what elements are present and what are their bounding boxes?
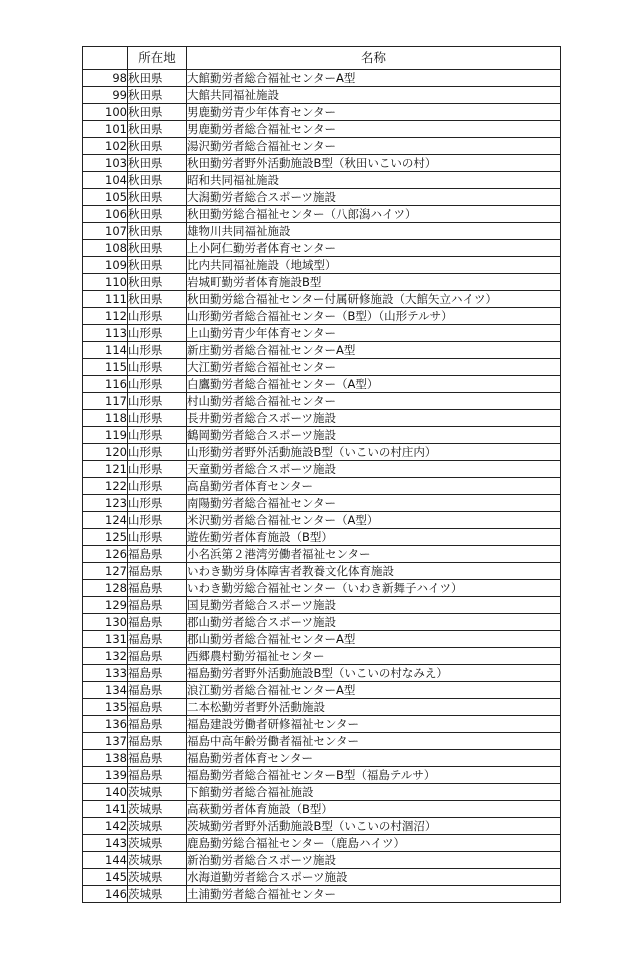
table-row <box>83 835 561 852</box>
row-number: 109 <box>83 257 128 274</box>
row-number: 140 <box>83 784 128 801</box>
table-row <box>83 240 561 257</box>
row-number: 145 <box>83 869 128 886</box>
row-location: 秋田県 <box>128 87 187 104</box>
table-row <box>83 886 561 903</box>
table-row <box>83 461 561 478</box>
row-facility-name: 長井勤労者総合スポーツ施設 <box>187 410 561 427</box>
table-row <box>83 223 561 240</box>
row-location: 秋田県 <box>128 274 187 291</box>
row-facility-name: 湯沢勤労者総合福祉センター <box>187 138 561 155</box>
table-row <box>83 410 561 427</box>
row-location: 秋田県 <box>128 121 187 138</box>
row-facility-name: 大江勤労者総合福祉センター <box>187 359 561 376</box>
row-number: 122 <box>83 478 128 495</box>
header-row <box>83 47 561 70</box>
row-location: 秋田県 <box>128 172 187 189</box>
row-location: 茨城県 <box>128 801 187 818</box>
row-number: 142 <box>83 818 128 835</box>
row-location: 福島県 <box>128 580 187 597</box>
table-row <box>83 104 561 121</box>
row-facility-name: 福島中高年齢労働者福祉センター <box>187 733 561 750</box>
row-facility-name: 小名浜第２港湾労働者福祉センター <box>187 546 561 563</box>
row-number: 126 <box>83 546 128 563</box>
row-number: 131 <box>83 631 128 648</box>
row-number: 121 <box>83 461 128 478</box>
row-location: 山形県 <box>128 342 187 359</box>
row-location: 秋田県 <box>128 291 187 308</box>
row-facility-name: 男鹿勤労者総合福祉センター <box>187 121 561 138</box>
row-number: 120 <box>83 444 128 461</box>
row-number: 128 <box>83 580 128 597</box>
row-facility-name: 比内共同福祉施設（地域型） <box>187 257 561 274</box>
facility-list-sheet <box>82 46 561 903</box>
row-facility-name: 西郷農村勤労福祉センター <box>187 648 561 665</box>
row-location: 山形県 <box>128 308 187 325</box>
table-row <box>83 376 561 393</box>
row-number: 146 <box>83 886 128 903</box>
table-row <box>83 155 561 172</box>
row-location: 秋田県 <box>128 189 187 206</box>
row-facility-name: 天童勤労者総合スポーツ施設 <box>187 461 561 478</box>
table-row <box>83 427 561 444</box>
table-row <box>83 274 561 291</box>
row-location: 山形県 <box>128 376 187 393</box>
row-number: 112 <box>83 308 128 325</box>
row-location: 福島県 <box>128 546 187 563</box>
row-location: 茨城県 <box>128 852 187 869</box>
table-row <box>83 767 561 784</box>
header-location: 所在地 <box>128 47 187 70</box>
row-facility-name: 福島建設労働者研修福祉センター <box>187 716 561 733</box>
row-number: 100 <box>83 104 128 121</box>
table-row <box>83 393 561 410</box>
row-location: 茨城県 <box>128 784 187 801</box>
row-facility-name: いわき勤労身体障害者教養文化体育施設 <box>187 563 561 580</box>
row-location: 福島県 <box>128 648 187 665</box>
header-number <box>83 47 128 70</box>
row-number: 135 <box>83 699 128 716</box>
table-row <box>83 308 561 325</box>
row-location: 秋田県 <box>128 70 187 87</box>
row-location: 福島県 <box>128 750 187 767</box>
table-row <box>83 206 561 223</box>
row-number: 115 <box>83 359 128 376</box>
row-location: 山形県 <box>128 325 187 342</box>
row-number: 102 <box>83 138 128 155</box>
row-location: 茨城県 <box>128 869 187 886</box>
table-row <box>83 597 561 614</box>
row-facility-name: 白鷹勤労者総合福祉センター（A型） <box>187 376 561 393</box>
row-number: 144 <box>83 852 128 869</box>
table-row <box>83 325 561 342</box>
row-location: 秋田県 <box>128 155 187 172</box>
row-facility-name: 山形勤労者野外活動施設B型（いこいの村庄内） <box>187 444 561 461</box>
row-facility-name: 高萩勤労者体育施設（B型） <box>187 801 561 818</box>
table-row <box>83 512 561 529</box>
row-number: 103 <box>83 155 128 172</box>
row-location: 山形県 <box>128 444 187 461</box>
row-facility-name: 雄物川共同福祉施設 <box>187 223 561 240</box>
row-number: 105 <box>83 189 128 206</box>
row-location: 秋田県 <box>128 206 187 223</box>
table-row <box>83 869 561 886</box>
row-number: 139 <box>83 767 128 784</box>
table-row <box>83 495 561 512</box>
row-number: 129 <box>83 597 128 614</box>
row-number: 123 <box>83 495 128 512</box>
row-location: 山形県 <box>128 461 187 478</box>
table-row <box>83 801 561 818</box>
row-facility-name: 村山勤労者総合福祉センター <box>187 393 561 410</box>
row-number: 99 <box>83 87 128 104</box>
row-facility-name: 二本松勤労者野外活動施設 <box>187 699 561 716</box>
row-facility-name: 新治勤労者総合スポーツ施設 <box>187 852 561 869</box>
row-facility-name: いわき勤労総合福祉センター（いわき新舞子ハイツ） <box>187 580 561 597</box>
row-number: 116 <box>83 376 128 393</box>
row-facility-name: 大潟勤労者総合スポーツ施設 <box>187 189 561 206</box>
row-number: 101 <box>83 121 128 138</box>
row-facility-name: 遊佐勤労者体育施設（B型） <box>187 529 561 546</box>
table-row <box>83 665 561 682</box>
row-location: 福島県 <box>128 563 187 580</box>
row-location: 秋田県 <box>128 104 187 121</box>
table-row <box>83 852 561 869</box>
row-number: 132 <box>83 648 128 665</box>
table-body <box>83 70 561 903</box>
table-row <box>83 478 561 495</box>
row-location: 秋田県 <box>128 257 187 274</box>
facility-table <box>82 46 561 903</box>
row-number: 125 <box>83 529 128 546</box>
row-location: 福島県 <box>128 733 187 750</box>
row-facility-name: 新庄勤労者総合福祉センターA型 <box>187 342 561 359</box>
row-number: 124 <box>83 512 128 529</box>
table-row <box>83 529 561 546</box>
row-facility-name: 秋田勤労者野外活動施設B型（秋田いこいの村） <box>187 155 561 172</box>
row-number: 127 <box>83 563 128 580</box>
row-location: 山形県 <box>128 427 187 444</box>
table-row <box>83 614 561 631</box>
row-facility-name: 米沢勤労者総合福祉センター（A型） <box>187 512 561 529</box>
row-facility-name: 男鹿勤労青少年体育センター <box>187 104 561 121</box>
row-location: 福島県 <box>128 665 187 682</box>
row-number: 104 <box>83 172 128 189</box>
row-facility-name: 郡山勤労者総合スポーツ施設 <box>187 614 561 631</box>
table-row <box>83 257 561 274</box>
table-row <box>83 121 561 138</box>
row-facility-name: 秋田勤労総合福祉センター付属研修施設（大館矢立ハイツ） <box>187 291 561 308</box>
row-facility-name: 浪江勤労者総合福祉センターA型 <box>187 682 561 699</box>
row-location: 福島県 <box>128 597 187 614</box>
row-number: 117 <box>83 393 128 410</box>
row-number: 138 <box>83 750 128 767</box>
row-location: 山形県 <box>128 495 187 512</box>
row-number: 108 <box>83 240 128 257</box>
row-facility-name: 福島勤労者体育センター <box>187 750 561 767</box>
row-location: 福島県 <box>128 716 187 733</box>
row-location: 山形県 <box>128 529 187 546</box>
row-number: 134 <box>83 682 128 699</box>
row-facility-name: 福島勤労者総合福祉センターB型（福島テルサ） <box>187 767 561 784</box>
table-row <box>83 444 561 461</box>
table-row <box>83 750 561 767</box>
row-location: 福島県 <box>128 614 187 631</box>
table-row <box>83 818 561 835</box>
row-location: 秋田県 <box>128 223 187 240</box>
table-row <box>83 70 561 87</box>
row-number: 107 <box>83 223 128 240</box>
row-location: 茨城県 <box>128 818 187 835</box>
row-facility-name: 上山勤労青少年体育センター <box>187 325 561 342</box>
row-facility-name: 昭和共同福祉施設 <box>187 172 561 189</box>
row-location: 福島県 <box>128 699 187 716</box>
row-location: 秋田県 <box>128 240 187 257</box>
row-number: 110 <box>83 274 128 291</box>
table-row <box>83 342 561 359</box>
row-location: 秋田県 <box>128 138 187 155</box>
table-row <box>83 631 561 648</box>
row-facility-name: 岩城町勤労者体育施設B型 <box>187 274 561 291</box>
row-location: 山形県 <box>128 478 187 495</box>
row-facility-name: 秋田勤労総合福祉センター（八郎潟ハイツ） <box>187 206 561 223</box>
table-row <box>83 733 561 750</box>
table-row <box>83 563 561 580</box>
row-location: 福島県 <box>128 682 187 699</box>
table-row <box>83 291 561 308</box>
row-number: 118 <box>83 410 128 427</box>
row-facility-name: 上小阿仁勤労者体育センター <box>187 240 561 257</box>
row-number: 141 <box>83 801 128 818</box>
header-name: 名称 <box>187 47 561 70</box>
row-number: 119 <box>83 427 128 444</box>
row-location: 山形県 <box>128 410 187 427</box>
row-facility-name: 鶴岡勤労者総合スポーツ施設 <box>187 427 561 444</box>
row-facility-name: 国見勤労者総合スポーツ施設 <box>187 597 561 614</box>
row-number: 106 <box>83 206 128 223</box>
row-number: 113 <box>83 325 128 342</box>
row-facility-name: 下館勤労者総合福祉施設 <box>187 784 561 801</box>
row-facility-name: 水海道勤労者総合スポーツ施設 <box>187 869 561 886</box>
row-location: 山形県 <box>128 393 187 410</box>
row-facility-name: 郡山勤労者総合福祉センターA型 <box>187 631 561 648</box>
row-number: 143 <box>83 835 128 852</box>
row-number: 136 <box>83 716 128 733</box>
table-row <box>83 699 561 716</box>
row-facility-name: 土浦勤労者総合福祉センター <box>187 886 561 903</box>
row-location: 茨城県 <box>128 886 187 903</box>
table-row <box>83 546 561 563</box>
table-row <box>83 172 561 189</box>
row-facility-name: 南陽勤労者総合福祉センター <box>187 495 561 512</box>
row-location: 福島県 <box>128 767 187 784</box>
row-facility-name: 大館共同福祉施設 <box>187 87 561 104</box>
table-row <box>83 716 561 733</box>
row-number: 130 <box>83 614 128 631</box>
row-facility-name: 福島勤労者野外活動施設B型（いこいの村なみえ） <box>187 665 561 682</box>
row-location: 福島県 <box>128 631 187 648</box>
table-row <box>83 784 561 801</box>
table-row <box>83 87 561 104</box>
row-number: 137 <box>83 733 128 750</box>
row-number: 133 <box>83 665 128 682</box>
row-number: 98 <box>83 70 128 87</box>
table-row <box>83 580 561 597</box>
row-facility-name: 大館勤労者総合福祉センターA型 <box>187 70 561 87</box>
table-row <box>83 189 561 206</box>
table-row <box>83 648 561 665</box>
row-number: 114 <box>83 342 128 359</box>
table-row <box>83 138 561 155</box>
row-location: 山形県 <box>128 359 187 376</box>
row-number: 111 <box>83 291 128 308</box>
row-facility-name: 茨城勤労者野外活動施設B型（いこいの村涸沼） <box>187 818 561 835</box>
row-facility-name: 山形勤労者総合福祉センター（B型）（山形テルサ） <box>187 308 561 325</box>
table-row <box>83 359 561 376</box>
row-location: 山形県 <box>128 512 187 529</box>
row-location: 茨城県 <box>128 835 187 852</box>
row-facility-name: 鹿島勤労総合福祉センター（鹿島ハイツ） <box>187 835 561 852</box>
table-row <box>83 682 561 699</box>
row-facility-name: 高畠勤労者体育センター <box>187 478 561 495</box>
